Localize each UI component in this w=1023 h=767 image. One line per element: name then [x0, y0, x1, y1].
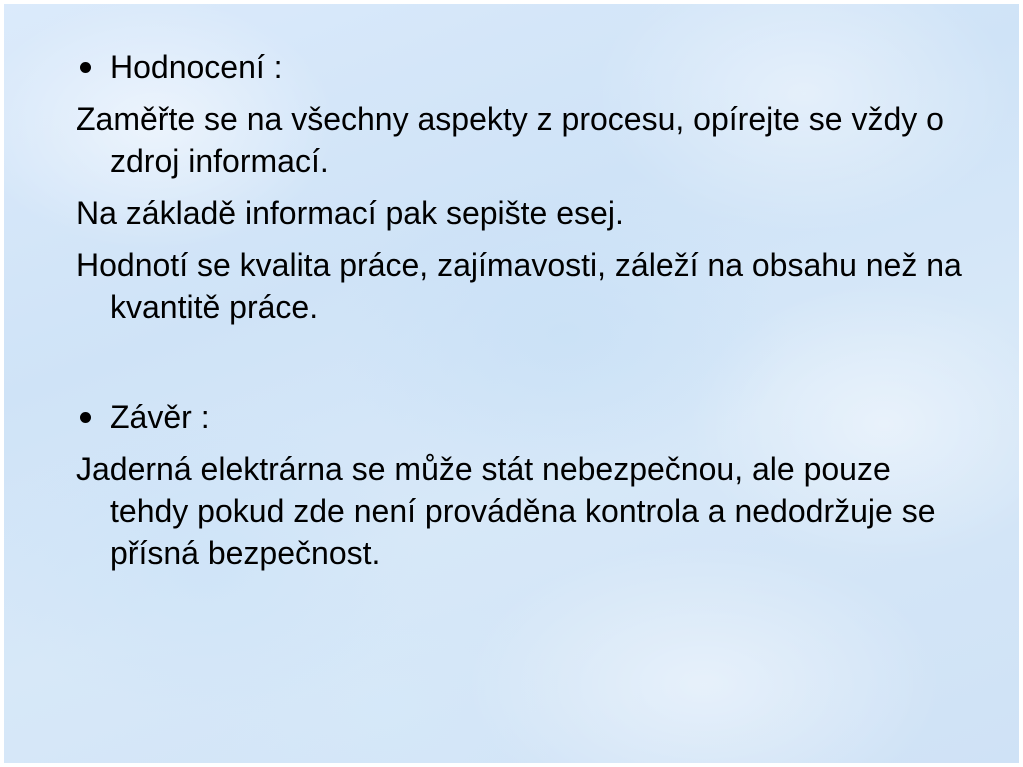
paragraph-focus: Zaměřte se na všechny aspekty z procesu, opírejte se vždy o zdroj informací. — [76, 101, 944, 179]
section-heading-evaluation — [76, 46, 976, 88]
section-heading-conclusion — [76, 396, 976, 438]
paragraph-conclusion: Jaderná elektrárna se může stát nebezpečnou, ale pouze tehdy pokud zde není prováděna kontrola a nedodržuje se přísná bezpečnost. — [76, 451, 936, 571]
paragraph-grading: Hodnotí se kvalita práce, zajímavosti, záleží na obsahu než na kvantitě práce. — [76, 247, 962, 325]
section-heading-text: Hodnocení : — [110, 49, 283, 85]
slide — [4, 4, 1019, 763]
paragraph-essay: Na základě informací pak sepište esej. — [76, 195, 624, 231]
spacer — [76, 338, 976, 396]
bullet-icon — [80, 62, 91, 73]
section-heading-text: Závěr : — [110, 399, 210, 435]
bullet-icon — [80, 412, 91, 423]
slide-content — [76, 46, 976, 584]
